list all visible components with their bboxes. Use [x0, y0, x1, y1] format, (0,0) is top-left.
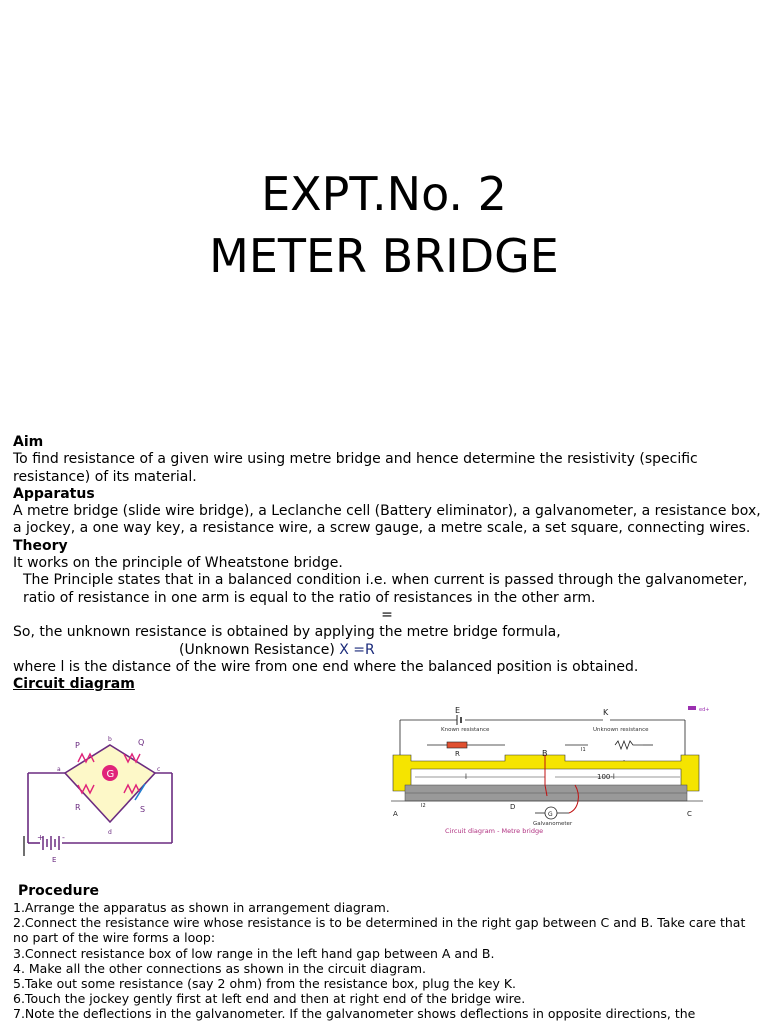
meter-label-r: R	[455, 750, 460, 758]
procedure-step: 3.Connect resistance box of low range in the left hand gap between A and B.	[13, 945, 495, 961]
bridge-label-a: a	[57, 766, 61, 773]
procedure-step: 7.Note the deflections in the galvanometer. If the galvanometer shows deflections in opposite directions, the	[13, 1006, 696, 1022]
procedure-step: 1.Arrange the apparatus as shown in arrangement diagram.	[13, 900, 390, 915]
title-line-2: METER BRIDGE	[209, 229, 559, 283]
bridge-label-q: Q	[138, 738, 145, 747]
bridge-label-d: d	[108, 829, 112, 836]
meter-label-c: C	[687, 810, 692, 818]
wheatstone-bridge-diagram	[20, 710, 180, 870]
procedure-step: 6.Touch the jockey gently first at left end and then at right end of the bridge wire.	[13, 991, 526, 1007]
theory-heading: Theory	[13, 537, 68, 554]
experiment-body	[13, 434, 761, 693]
aim-text: To find resistance of a given wire using metre bridge and hence determine the resistivity (specific resistance) of its material.	[13, 451, 698, 485]
theory-line-1: It works on the principle of Wheatstone bridge.	[13, 555, 343, 572]
procedure-section	[13, 882, 761, 1022]
procedure-step: 4. Make all the other connections as shown in the circuit diagram.	[13, 960, 427, 976]
theory-line-2: The Principle states that in a balanced condition i.e. when current is passed through the galvanometer, ratio of resistance in one arm is equal to the ratio of resistances in the other arm.	[23, 572, 748, 606]
theory-line-3: So, the unknown resistance is obtained by applying the metre bridge formula,	[13, 624, 561, 641]
formula-label: (Unknown Resistance)	[179, 641, 335, 658]
procedure-step: 5.Take out some resistance (say 2 ohm) from the resistance box, plug the key K.	[13, 976, 516, 992]
meter-label-k: K	[603, 708, 609, 717]
meter-label-i1: I1	[581, 747, 586, 753]
bridge-label-plus: +	[37, 833, 44, 842]
apparatus-heading: Apparatus	[13, 485, 95, 502]
meter-label-galvanometer: Galvanometer	[533, 821, 573, 827]
equals-sign: =	[381, 606, 393, 623]
meter-label-known: Known resistance	[441, 727, 490, 733]
bridge-label-e: E	[52, 856, 57, 864]
title-line-1: EXPT.No. 2	[261, 167, 507, 221]
bridge-label-minus: -	[62, 833, 65, 842]
procedure-heading: Procedure	[18, 883, 99, 899]
procedure-step: 2.Connect the resistance wire whose resistance is to be determined in the right gap between C and B. Take care that no part of the wire forms a loop:	[13, 915, 746, 946]
apparatus-text: A metre bridge (slide wire bridge), a Leclanche cell (Battery eliminator), a galvanometer, a resistance box, a jockey, a one way key, a resistance wire, a screw gauge, a metre scale, a set square, connecting wires.	[13, 503, 761, 537]
bridge-label-c: c	[157, 766, 161, 773]
meter-label-a: A	[393, 810, 398, 818]
meter-label-b: B	[542, 749, 548, 758]
meter-label-i2: I2	[421, 803, 426, 809]
circuit-heading-text: Circuit diagram	[13, 676, 135, 693]
bridge-label-r: R	[75, 803, 81, 812]
metre-bridge-diagram	[385, 703, 715, 843]
circuit-heading	[13, 676, 761, 693]
theory-line-4: where l is the distance of the wire from one end where the balanced position is obtained.	[13, 658, 639, 675]
bridge-label-b: b	[108, 736, 112, 743]
meter-label-g: G	[548, 811, 553, 818]
meter-label-d: D	[510, 803, 516, 811]
aim-heading: Aim	[13, 434, 44, 450]
meter-badge: ed+	[699, 707, 710, 713]
slide-title	[0, 163, 768, 287]
meter-caption: Circuit diagram - Metre bridge	[445, 827, 544, 835]
meter-label-l: l	[465, 773, 467, 781]
formula: X =R	[339, 641, 375, 658]
bridge-label-p: P	[75, 741, 80, 750]
bridge-label-s: S	[140, 805, 146, 814]
bridge-label-g: G	[106, 769, 115, 780]
formula-line	[13, 642, 761, 659]
meter-label-unknown: Unknown resistance	[593, 727, 649, 733]
meter-label-e: E	[455, 706, 461, 715]
meter-label-l-right: 100-l	[597, 773, 615, 781]
